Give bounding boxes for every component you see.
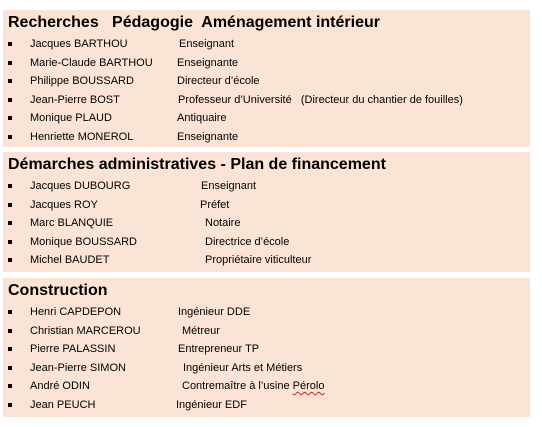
bullet-icon: [8, 203, 12, 207]
section-title: Construction: [8, 282, 108, 299]
member-role: Antiquaire: [177, 112, 227, 124]
member-name: André ODIN: [30, 380, 90, 392]
member-role: Directeur d’école: [177, 75, 260, 87]
bullet-icon: [8, 221, 12, 225]
member-role: Propriétaire viticulteur: [205, 254, 312, 266]
bullet-icon: [8, 403, 12, 407]
member-name: Jacques ROY: [30, 198, 98, 211]
bullet-icon: [8, 347, 12, 351]
bullet-icon: [8, 184, 12, 188]
member-list: [3, 35, 530, 146]
member-role: Ingénieur DDE: [178, 306, 251, 318]
list-item: [3, 322, 530, 341]
member-name: Marc BLANQUIE: [30, 217, 114, 229]
member-name: Jean-Pierre SIMON: [30, 361, 126, 374]
list-item: [3, 177, 530, 196]
list-item: [3, 54, 530, 73]
section-construction: [3, 278, 530, 417]
list-item: [3, 35, 530, 54]
member-name: Pierre PALASSIN: [30, 343, 116, 355]
list-item: [3, 196, 530, 215]
member-name: Marie-Claude BARTHOU: [30, 56, 153, 69]
list-item: [3, 396, 530, 415]
member-name: Christian MARCEROU: [30, 324, 141, 337]
list-item: [3, 251, 530, 270]
member-role: Enseignante: [177, 130, 239, 143]
section-title: Recherches Pédagogie Aménagement intérieur: [8, 14, 380, 31]
bullet-icon: [8, 42, 12, 46]
bullet-icon: [8, 384, 12, 388]
bullet-icon: [8, 329, 12, 333]
list-item: [3, 233, 530, 252]
member-list: [3, 177, 530, 270]
member-name: Jean PEUCH: [30, 398, 96, 411]
member-name: Monique BOUSSARD: [30, 235, 137, 248]
bullet-icon: [8, 258, 12, 262]
member-role-text: Contremaître à l’usine: [182, 380, 293, 392]
bullet-icon: [8, 310, 12, 314]
section-recherches: [3, 10, 530, 147]
member-role: Directrice d’école: [205, 235, 290, 248]
list-item: [3, 377, 530, 396]
bullet-icon: [8, 135, 12, 139]
member-role: Entrepreneur TP: [178, 343, 260, 355]
member-role: Professeur d’Université (Directeur du chantier de fouilles): [178, 93, 463, 106]
list-item: [3, 359, 530, 378]
member-name: Michel BAUDET: [30, 254, 110, 266]
member-role: Enseignant: [179, 38, 235, 50]
bullet-icon: [8, 366, 12, 370]
member-list: [3, 303, 530, 414]
list-item: [3, 214, 530, 233]
list-item: [3, 128, 530, 147]
section-title: Démarches administratives - Plan de financement: [8, 156, 386, 173]
member-name: Monique PLAUD: [30, 112, 112, 124]
list-item: [3, 109, 530, 128]
member-role: Enseignant: [201, 180, 257, 192]
bullet-icon: [8, 240, 12, 244]
bullet-icon: [8, 116, 12, 120]
list-item: [3, 303, 530, 322]
member-role: Métreur: [182, 324, 220, 337]
list-item: [3, 91, 530, 110]
member-role: Ingénieur EDF: [176, 398, 247, 411]
member-role: Enseignante: [177, 56, 239, 69]
member-name: Henriette MONEROL: [30, 130, 134, 143]
bullet-icon: [8, 98, 12, 102]
member-name: Jacques DUBOURG: [30, 180, 131, 192]
member-role: [182, 377, 324, 396]
list-item: [3, 340, 530, 359]
member-role: Ingénieur Arts et Métiers: [183, 361, 303, 374]
bullet-icon: [8, 61, 12, 65]
member-name: Jean-Pierre BOST: [30, 93, 120, 106]
member-role: Préfet: [200, 198, 230, 211]
bullet-icon: [8, 79, 12, 83]
member-name: Henri CAPDEPON: [30, 306, 122, 318]
list-item: [3, 72, 530, 91]
member-role: Notaire: [205, 217, 241, 229]
spellcheck-flagged-word: Pérolo: [292, 380, 325, 392]
section-demarches: [3, 152, 530, 272]
member-name: Jacques BARTHOU: [30, 38, 128, 50]
member-name: Philippe BOUSSARD: [30, 75, 134, 87]
